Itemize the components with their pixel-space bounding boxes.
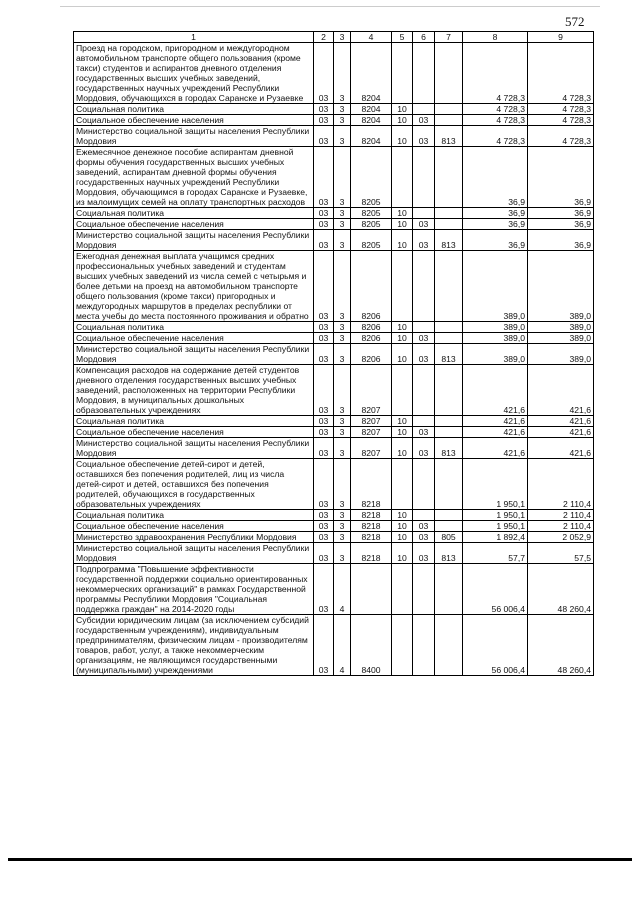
table-row (74, 615, 594, 676)
row-cell-c6 (413, 510, 435, 521)
row-cell-c4: 8207 (351, 427, 392, 438)
row-cell-c9: 4 728,3 (528, 43, 594, 104)
row-cell-c8: 389,0 (463, 322, 528, 333)
row-cell-c9: 2 110,4 (528, 459, 594, 510)
row-cell-c8: 4 728,3 (463, 115, 528, 126)
row-cell-c9: 48 260,4 (528, 564, 594, 615)
row-cell-c7 (435, 251, 463, 322)
row-cell-c6 (413, 615, 435, 676)
table-row (74, 208, 594, 219)
row-cell-c5 (392, 147, 413, 208)
row-cell-c9: 36,9 (528, 208, 594, 219)
row-cell-c3: 3 (334, 543, 351, 564)
row-cell-c4: 8204 (351, 115, 392, 126)
row-cell-c6: 03 (413, 344, 435, 365)
row-cell-c3: 3 (334, 115, 351, 126)
row-cell-c7 (435, 521, 463, 532)
row-cell-c4: 8218 (351, 459, 392, 510)
row-cell-c6 (413, 147, 435, 208)
header-cell: 3 (334, 32, 351, 43)
row-cell-c8: 36,9 (463, 230, 528, 251)
row-cell-c3: 3 (334, 333, 351, 344)
row-cell-c5: 10 (392, 219, 413, 230)
row-cell-c6: 03 (413, 521, 435, 532)
row-cell-c6 (413, 104, 435, 115)
row-cell-c3: 3 (334, 251, 351, 322)
row-cell-c5: 10 (392, 104, 413, 115)
row-cell-c2: 03 (314, 344, 334, 365)
row-cell-c5 (392, 43, 413, 104)
row-cell-c6: 03 (413, 532, 435, 543)
row-cell-c4: 8207 (351, 438, 392, 459)
row-cell-c5: 10 (392, 230, 413, 251)
row-cell-c4: 8400 (351, 615, 392, 676)
header-cell: 9 (528, 32, 594, 43)
row-cell-c4: 8207 (351, 416, 392, 427)
row-cell-c5: 10 (392, 115, 413, 126)
row-cell-c9: 4 728,3 (528, 126, 594, 147)
row-cell-c7 (435, 365, 463, 416)
row-cell-c9: 57,5 (528, 543, 594, 564)
table-row (74, 438, 594, 459)
row-cell-c9: 389,0 (528, 251, 594, 322)
table-row (74, 521, 594, 532)
row-cell-c2: 03 (314, 147, 334, 208)
row-cell-c2: 03 (314, 459, 334, 510)
row-cell-c5: 10 (392, 344, 413, 365)
header-cell: 1 (74, 32, 314, 43)
table-row (74, 333, 594, 344)
row-cell-c7: 813 (435, 438, 463, 459)
row-cell-c6: 03 (413, 333, 435, 344)
row-description: Социальная политика (74, 208, 314, 219)
row-cell-c7 (435, 43, 463, 104)
bottom-border-line (8, 858, 632, 861)
row-cell-c7 (435, 510, 463, 521)
row-cell-c8: 1 950,1 (463, 510, 528, 521)
row-cell-c9: 4 728,3 (528, 115, 594, 126)
row-description: Ежемесячное денежное пособие аспирантам дневной формы обучения государственных высших учебных заведений, аспирантам дневной формы обучения государственных научных учреждений Республики Мордовия, обучающимся в городах Саранске и Рузаевке, из малоимущих семей на оплату транспортных расходов (74, 147, 314, 208)
row-description: Социальное обеспечение населения (74, 521, 314, 532)
row-cell-c6 (413, 365, 435, 416)
row-cell-c4: 8207 (351, 365, 392, 416)
row-cell-c4 (351, 564, 392, 615)
row-cell-c4: 8218 (351, 510, 392, 521)
row-cell-c3: 3 (334, 43, 351, 104)
row-cell-c4: 8204 (351, 126, 392, 147)
row-description: Социальное обеспечение населения (74, 219, 314, 230)
row-cell-c2: 03 (314, 43, 334, 104)
header-cell: 4 (351, 32, 392, 43)
row-cell-c5 (392, 365, 413, 416)
row-cell-c4: 8205 (351, 219, 392, 230)
row-cell-c5: 10 (392, 438, 413, 459)
row-cell-c6 (413, 459, 435, 510)
row-cell-c7 (435, 427, 463, 438)
row-cell-c7 (435, 416, 463, 427)
row-cell-c8: 56 006,4 (463, 615, 528, 676)
table-row (74, 230, 594, 251)
table-row (74, 344, 594, 365)
row-cell-c7 (435, 322, 463, 333)
row-cell-c6: 03 (413, 543, 435, 564)
row-cell-c3: 3 (334, 147, 351, 208)
row-cell-c9: 2 110,4 (528, 510, 594, 521)
row-cell-c5: 10 (392, 208, 413, 219)
row-cell-c9: 389,0 (528, 333, 594, 344)
row-cell-c7: 813 (435, 230, 463, 251)
row-cell-c5 (392, 615, 413, 676)
row-cell-c6 (413, 322, 435, 333)
row-cell-c5: 10 (392, 416, 413, 427)
row-cell-c2: 03 (314, 126, 334, 147)
row-cell-c2: 03 (314, 543, 334, 564)
row-cell-c9: 36,9 (528, 147, 594, 208)
row-cell-c7 (435, 564, 463, 615)
row-cell-c9: 389,0 (528, 344, 594, 365)
header-row (74, 32, 594, 43)
row-cell-c3: 4 (334, 615, 351, 676)
row-cell-c4: 8206 (351, 333, 392, 344)
row-cell-c6: 03 (413, 219, 435, 230)
row-cell-c4: 8204 (351, 104, 392, 115)
table-row (74, 459, 594, 510)
row-description: Проезд на городском, пригородном и междугородном автомобильном транспорте общего пользования (кроме такси) студентов и аспирантов дневного отделения государственных высших учебных заведений, государственных научных учреждений Республики Мордовия, обучающихся в городах Саранске и Рузаевке (74, 43, 314, 104)
row-cell-c2: 03 (314, 322, 334, 333)
row-cell-c2: 03 (314, 230, 334, 251)
header-cell: 7 (435, 32, 463, 43)
table-row (74, 532, 594, 543)
table-row (74, 427, 594, 438)
row-cell-c8: 389,0 (463, 251, 528, 322)
row-cell-c2: 03 (314, 251, 334, 322)
table-row (74, 365, 594, 416)
row-cell-c2: 03 (314, 532, 334, 543)
row-cell-c7 (435, 208, 463, 219)
row-cell-c6 (413, 208, 435, 219)
row-cell-c3: 3 (334, 126, 351, 147)
row-cell-c5: 10 (392, 427, 413, 438)
row-cell-c8: 421,6 (463, 438, 528, 459)
row-cell-c8: 421,6 (463, 416, 528, 427)
row-cell-c8: 389,0 (463, 333, 528, 344)
row-description: Социальное обеспечение населения (74, 115, 314, 126)
budget-table (73, 31, 594, 676)
row-cell-c9: 421,6 (528, 365, 594, 416)
row-description: Ежегодная денежная выплата учащимся средних профессиональных учебных заведений и студентам высших учебных заведений из числа семей с четырьмя и более детьми на проезд на автомобильном транспорте общего пользования (кроме такси) пригородных и междугородных маршрутов в пределах республики от места учебы до места постоянного проживания и обратно (74, 251, 314, 322)
row-cell-c6: 03 (413, 427, 435, 438)
row-cell-c7: 813 (435, 344, 463, 365)
table-row (74, 126, 594, 147)
row-cell-c2: 03 (314, 208, 334, 219)
header-cell: 5 (392, 32, 413, 43)
row-cell-c8: 57,7 (463, 543, 528, 564)
table-row (74, 219, 594, 230)
row-cell-c7: 813 (435, 126, 463, 147)
table-row (74, 543, 594, 564)
row-description: Министерство социальной защиты населения Республики Мордовия (74, 126, 314, 147)
row-cell-c3: 3 (334, 208, 351, 219)
row-cell-c9: 48 260,4 (528, 615, 594, 676)
row-cell-c3: 3 (334, 427, 351, 438)
table-row (74, 115, 594, 126)
header-cell: 8 (463, 32, 528, 43)
row-cell-c8: 4 728,3 (463, 43, 528, 104)
row-cell-c9: 421,6 (528, 438, 594, 459)
row-cell-c3: 3 (334, 532, 351, 543)
row-cell-c7: 805 (435, 532, 463, 543)
row-cell-c8: 4 728,3 (463, 104, 528, 115)
row-cell-c8: 421,6 (463, 427, 528, 438)
row-description: Министерство социальной защиты населения Республики Мордовия (74, 344, 314, 365)
row-cell-c9: 36,9 (528, 219, 594, 230)
page-number: 572 (565, 14, 585, 29)
row-cell-c8: 36,9 (463, 219, 528, 230)
row-cell-c4: 8218 (351, 532, 392, 543)
row-cell-c2: 03 (314, 438, 334, 459)
row-description: Компенсация расходов на содержание детей студентов дневного отделения государственных высших учебных заведений, расположенных на территории Республики Мордовия, в муниципальных дошкольных образовательных учреждениях (74, 365, 314, 416)
row-cell-c6 (413, 564, 435, 615)
row-cell-c2: 03 (314, 115, 334, 126)
row-cell-c8: 1 892,4 (463, 532, 528, 543)
row-cell-c8: 389,0 (463, 344, 528, 365)
row-cell-c3: 3 (334, 521, 351, 532)
table-row (74, 322, 594, 333)
row-cell-c3: 3 (334, 459, 351, 510)
row-cell-c5: 10 (392, 532, 413, 543)
row-cell-c2: 03 (314, 510, 334, 521)
row-cell-c3: 3 (334, 219, 351, 230)
row-cell-c3: 3 (334, 416, 351, 427)
row-description: Социальная политика (74, 510, 314, 521)
row-cell-c8: 421,6 (463, 365, 528, 416)
row-cell-c8: 4 728,3 (463, 126, 528, 147)
header-cell: 6 (413, 32, 435, 43)
row-cell-c5 (392, 251, 413, 322)
row-cell-c5: 10 (392, 510, 413, 521)
row-cell-c6 (413, 43, 435, 104)
row-description: Министерство здравоохранения Республики Мордовия (74, 532, 314, 543)
top-border-line (60, 6, 600, 7)
row-cell-c5: 10 (392, 543, 413, 564)
row-description: Социальная политика (74, 322, 314, 333)
row-description: Министерство социальной защиты населения Республики Мордовия (74, 543, 314, 564)
table-row (74, 510, 594, 521)
row-cell-c3: 3 (334, 344, 351, 365)
row-cell-c4: 8206 (351, 344, 392, 365)
row-description: Подпрограмма "Повышение эффективности государственной поддержки социально ориентированных некоммерческих организаций" в рамках Государственной программы Республики Мордовия "Социальная поддержка граждан" на 2014-2020 годы (74, 564, 314, 615)
table-row (74, 564, 594, 615)
table-row (74, 416, 594, 427)
row-cell-c7 (435, 104, 463, 115)
row-cell-c5 (392, 564, 413, 615)
row-cell-c6: 03 (413, 115, 435, 126)
row-cell-c4: 8218 (351, 543, 392, 564)
row-cell-c8: 36,9 (463, 208, 528, 219)
table-row (74, 147, 594, 208)
row-cell-c4: 8204 (351, 43, 392, 104)
row-cell-c8: 1 950,1 (463, 459, 528, 510)
row-cell-c9: 2 052,9 (528, 532, 594, 543)
row-cell-c9: 421,6 (528, 427, 594, 438)
row-description: Социальное обеспечение детей-сирот и детей, оставшихся без попечения родителей, лиц из числа детей-сирот и детей, оставшихся без попечения родителей, обучающихся в государственных образовательных учреждениях (74, 459, 314, 510)
table-row (74, 251, 594, 322)
row-description: Социальное обеспечение населения (74, 333, 314, 344)
row-cell-c2: 03 (314, 365, 334, 416)
row-cell-c9: 421,6 (528, 416, 594, 427)
row-cell-c4: 8206 (351, 322, 392, 333)
row-cell-c2: 03 (314, 521, 334, 532)
row-cell-c5: 10 (392, 333, 413, 344)
row-cell-c3: 3 (334, 230, 351, 251)
row-cell-c3: 3 (334, 365, 351, 416)
row-cell-c6: 03 (413, 230, 435, 251)
row-cell-c2: 03 (314, 219, 334, 230)
row-cell-c2: 03 (314, 104, 334, 115)
row-cell-c8: 36,9 (463, 147, 528, 208)
table-row (74, 43, 594, 104)
row-description: Министерство социальной защиты населения Республики Мордовия (74, 230, 314, 251)
row-cell-c8: 56 006,4 (463, 564, 528, 615)
row-cell-c3: 3 (334, 510, 351, 521)
row-cell-c5: 10 (392, 126, 413, 147)
row-cell-c4: 8205 (351, 230, 392, 251)
row-cell-c7: 813 (435, 543, 463, 564)
row-cell-c2: 03 (314, 564, 334, 615)
row-cell-c5 (392, 459, 413, 510)
row-description: Социальное обеспечение населения (74, 427, 314, 438)
row-cell-c6: 03 (413, 438, 435, 459)
row-description: Социальная политика (74, 104, 314, 115)
row-cell-c7 (435, 333, 463, 344)
row-cell-c6 (413, 416, 435, 427)
row-cell-c8: 1 950,1 (463, 521, 528, 532)
table-row (74, 104, 594, 115)
row-cell-c2: 03 (314, 615, 334, 676)
row-description: Социальная политика (74, 416, 314, 427)
row-cell-c6: 03 (413, 126, 435, 147)
row-cell-c4: 8206 (351, 251, 392, 322)
row-cell-c7 (435, 115, 463, 126)
row-cell-c9: 389,0 (528, 322, 594, 333)
row-cell-c2: 03 (314, 416, 334, 427)
row-cell-c3: 3 (334, 104, 351, 115)
row-cell-c9: 2 110,4 (528, 521, 594, 532)
row-cell-c7 (435, 459, 463, 510)
row-cell-c9: 36,9 (528, 230, 594, 251)
row-cell-c4: 8218 (351, 521, 392, 532)
row-description: Министерство социальной защиты населения Республики Мордовия (74, 438, 314, 459)
row-cell-c6 (413, 251, 435, 322)
row-cell-c4: 8205 (351, 208, 392, 219)
row-cell-c7 (435, 219, 463, 230)
row-cell-c5: 10 (392, 322, 413, 333)
header-cell: 2 (314, 32, 334, 43)
row-cell-c2: 03 (314, 333, 334, 344)
row-cell-c9: 4 728,3 (528, 104, 594, 115)
row-cell-c2: 03 (314, 427, 334, 438)
row-description: Субсидии юридическим лицам (за исключением субсидий государственным учреждениям), индивидуальным предпринимателям, физическим лицам - производителям товаров, работ, услуг, а также некоммерческим организациям, не являющимся государственными (муниципальными) учреждениями (74, 615, 314, 676)
row-cell-c4: 8205 (351, 147, 392, 208)
row-cell-c3: 3 (334, 438, 351, 459)
row-cell-c3: 3 (334, 322, 351, 333)
row-cell-c7 (435, 615, 463, 676)
row-cell-c7 (435, 147, 463, 208)
row-cell-c5: 10 (392, 521, 413, 532)
row-cell-c3: 4 (334, 564, 351, 615)
